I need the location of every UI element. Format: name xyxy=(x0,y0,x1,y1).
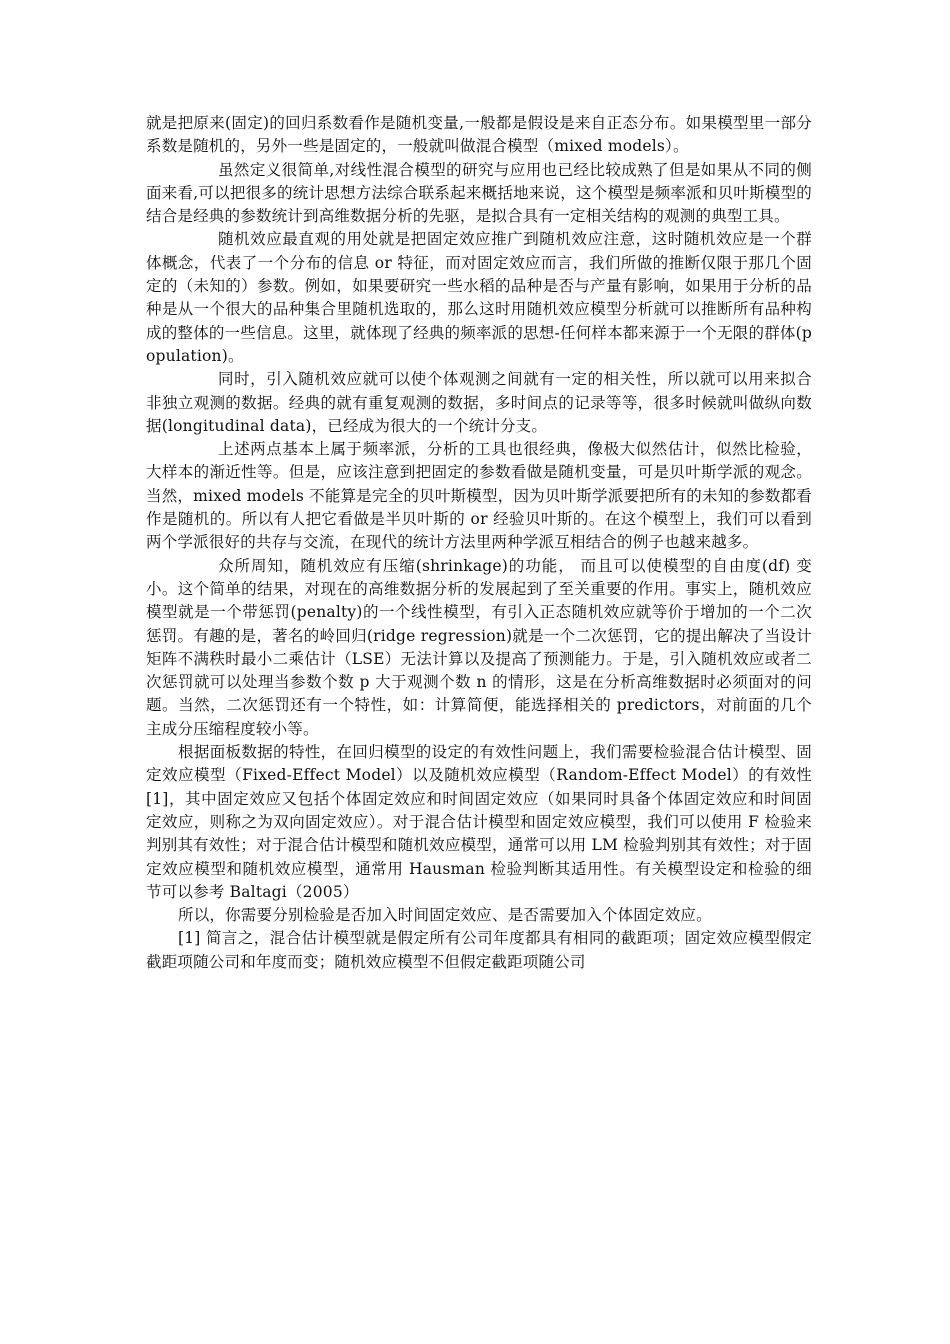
paragraph-model-overview: 虽然定义很简单,对线性混合模型的研究与应用也已经比较成熟了但是如果从不同的侧面来看,可以把很多的统计思想方法综合联系起来概括地来说，这个模型是频率派和贝叶斯模型的结合是经典的参数统计到高维数据分析的先驱，是拟合具有一定相关结构的观测的典型工具。 xyxy=(146,160,812,226)
paragraph-footnote: [1] 简言之，混合估计模型就是假定所有公司年度都具有相同的截距项；固定效应模型假定截距项随公司和年度而变；随机效应模型不但假定截距项随公司 xyxy=(146,929,812,971)
paragraph-mixed-model-definition: 就是把原来(固定)的回归系数看作是随机变量,一般都是假设是来自正态分布。如果模型里一部分系数是随机的，另外一些是固定的，一般就叫做混合模型（mixed models）。 xyxy=(146,114,812,156)
paragraph-correlation: 同时，引入随机效应就可以使个体观测之间就有一定的相关性，所以就可以用来拟合非独立观测的数据。经典的就有重复观测的数据，多时间点的记录等等，很多时候就叫做纵向数据(longitudinal data)，已经成为很大的一个统计分支。 xyxy=(146,370,812,435)
paragraph-random-effect-use: 随机效应最直观的用处就是把固定效应推广到随机效应注意，这时随机效应是一个群体概念，代表了一个分布的信息 or 特征，而对固定效应而言，我们所做的推断仅限于那几个固定的（未知的）参数。例如，如果要研究一些水稻的品种是否与产量有影响，如果用于分析的品种是从一个很大的品种集合里随机选取的，那么这时用随机效应模型分析就可以推断所有品种构成的整体的一些信息。这里，就体现了经典的频率派的思想-任何样本都来源于一个无限的群体(population)。 xyxy=(146,230,812,365)
document-page xyxy=(146,112,812,974)
paragraph-shrinkage: 众所周知，随机效应有压缩(shrinkage)的功能， 而且可以使模型的自由度(df) 变小。这个简单的结果，对现在的高维数据分析的发展起到了至关重要的作用。事实上，随机效应模型就是一个带惩罚(penalty)的一个线性模型，有引入正态随机效应就等价于增加的一个二次惩罚。有趣的是，著名的岭回归(ridge regression)就是一个二次惩罚，它的提出解决了当设计矩阵不满秩时最小二乘估计（LSE）无法计算以及提高了预测能力。于是，引入随机效应或者二次惩罚就可以处理当参数个数 p 大于观测个数 n 的情形，这是在分析高维数据时必须面对的问题。当然，二次惩罚还有一个特性，如：计算简便，能选择相关的 predictors，对前面的几个主成分压缩程度较小等。 xyxy=(146,556,812,738)
paragraph-frequentist-bayesian: 上述两点基本上属于频率派，分析的工具也很经典，像极大似然估计，似然比检验，大样本的渐近性等。但是，应该注意到把固定的参数看做是随机变量，可是贝叶斯学派的观念。当然，mixed models 不能算是完全的贝叶斯模型，因为贝叶斯学派要把所有的未知的参数都看作是随机的。所以有人把它看做是半贝叶斯的 or 经验贝叶斯的。在这个模型上，我们可以看到两个学派很好的共存与交流，在现代的统计方法里两种学派互相结合的例子也越来越多。 xyxy=(146,440,812,552)
paragraph-conclusion: 所以，你需要分别检验是否加入时间固定效应、是否需要加入个体固定效应。 xyxy=(178,906,712,925)
paragraph-panel-data-tests: 根据面板数据的特性，在回归模型的设定的有效性问题上，我们需要检验混合估计模型、固定效应模型（Fixed-Effect Model）以及随机效应模型（Random-Effect Model）的有效性[1]，其中固定效应又包括个体固定效应和时间固定效应（如果同时具备个体固定效应和时间固定效应，则称之为双向固定效应）。对于混合估计模型和固定效应模型，我们可以使用 F 检验来判别其有效性；对于混合估计模型和随机效应模型，通常可以用 LM 检验判别其有效性；对于固定效应模型和随机效应模型，通常用 Hausman 检验判断其适用性。有关模型设定和检验的细节可以参考 Baltagi（2005） xyxy=(146,743,812,901)
